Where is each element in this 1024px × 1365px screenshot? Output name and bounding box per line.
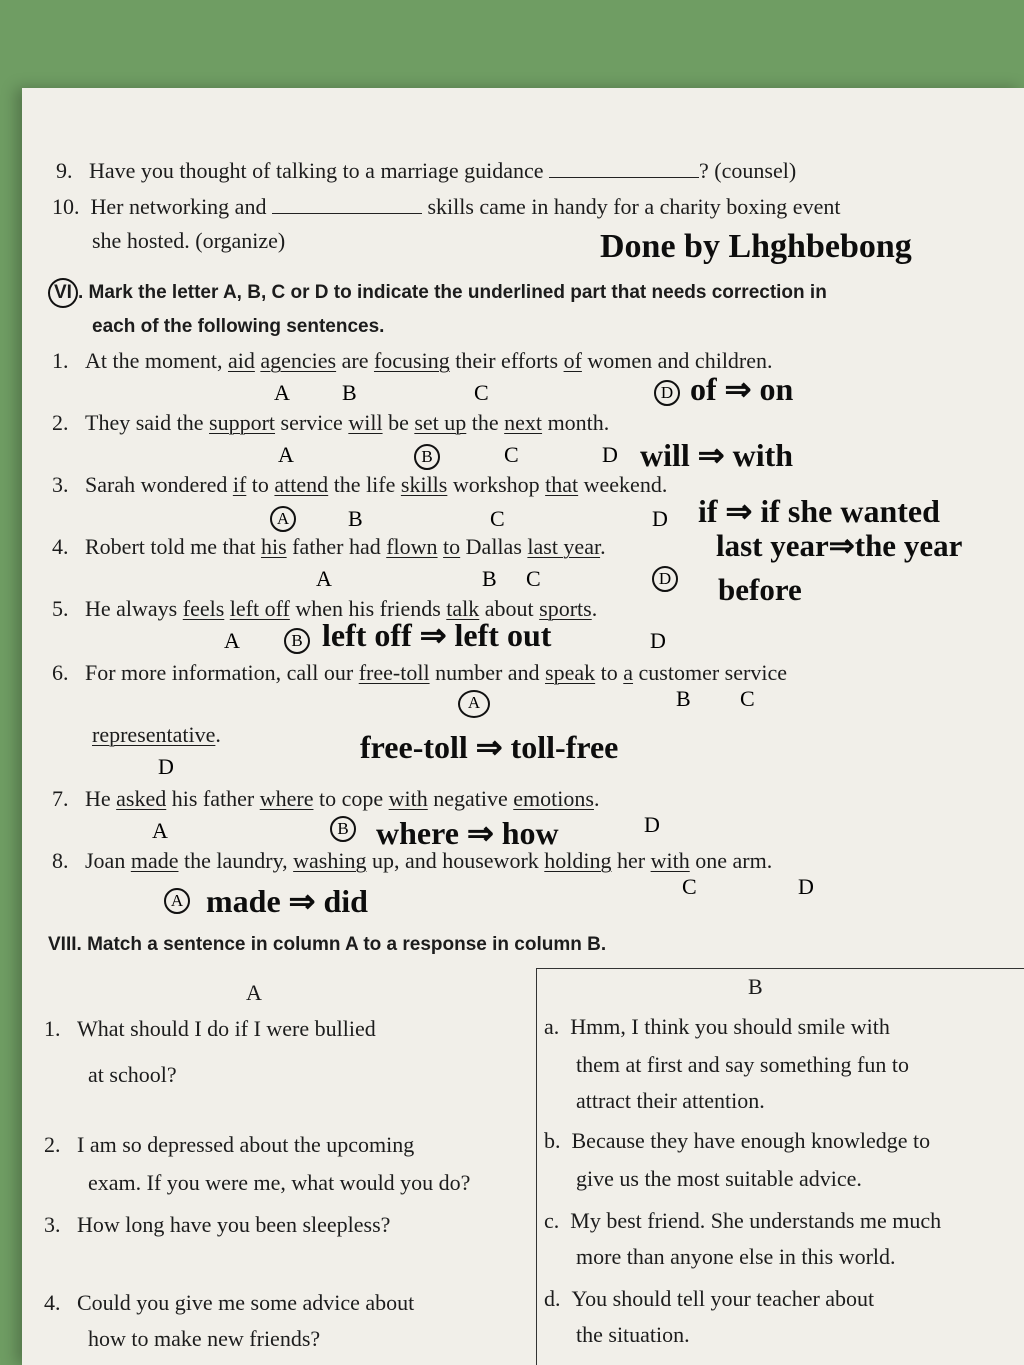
item-3-letter-c: C bbox=[490, 506, 505, 531]
item-4-correction-line2: before bbox=[718, 572, 802, 607]
item-3-sentence: 3. Sarah wondered if to attend the life skills workshop that weekend. bbox=[52, 472, 668, 497]
item-1-part-b[interactable]: agencies bbox=[260, 348, 337, 373]
item-2-sentence: 2. They said the support service will be set up the next month. bbox=[52, 410, 610, 435]
item-8-letter-c: C bbox=[682, 874, 697, 899]
textbook-page bbox=[22, 88, 1024, 1365]
item-3-part-a[interactable]: if bbox=[232, 472, 247, 497]
item-1-part-a[interactable]: aid bbox=[227, 348, 255, 373]
item-7-letter-d: D bbox=[644, 812, 660, 837]
item-4-letter-a: A bbox=[316, 566, 332, 591]
item-6-letter-c: C bbox=[740, 686, 755, 711]
item-6-line2: representative. bbox=[92, 722, 221, 747]
item-3-letter-b: B bbox=[348, 506, 363, 531]
item-5-sentence: 5. He always feels left off when his friends talk about sports. bbox=[52, 596, 598, 621]
column-b-top-rule bbox=[536, 968, 1024, 969]
item-6-correction: free-toll ⇒ toll-free bbox=[360, 729, 619, 765]
item-6-letter-b: B bbox=[676, 686, 691, 711]
item-4-sentence: 4. Robert told me that his father had flown to Dallas last year. bbox=[52, 534, 606, 559]
col-a-item-2-line2: exam. If you were me, what would you do? bbox=[88, 1170, 471, 1195]
col-a-item-4: 4. Could you give me some advice about bbox=[44, 1290, 415, 1315]
item-6-answer-circle: A bbox=[458, 688, 490, 718]
item-1-sentence: 1. At the moment, aid agencies are focusing their efforts of women and children. bbox=[52, 348, 773, 373]
q10-line2: she hosted. (organize) bbox=[92, 228, 286, 253]
col-a-item-1-line2: at school? bbox=[88, 1062, 177, 1087]
item-1-letter-a: A bbox=[274, 380, 290, 405]
item-5-part-b[interactable]: left off bbox=[229, 596, 290, 621]
item-4-part-d[interactable]: last year bbox=[527, 534, 601, 559]
col-a-item-2: 2. I am so depressed about the upcoming bbox=[44, 1132, 415, 1157]
q9-line bbox=[56, 158, 796, 184]
col-b-item-a: a. Hmm, I think you should smile with bbox=[544, 1014, 890, 1039]
item-7-correction: where ⇒ how bbox=[376, 815, 559, 851]
item-4-part-c[interactable]: to bbox=[443, 534, 461, 559]
item-8-part-c[interactable]: holding bbox=[544, 848, 612, 873]
item-7-part-a[interactable]: asked bbox=[116, 786, 167, 811]
item-2-part-c[interactable]: set up bbox=[414, 410, 467, 435]
item-2-part-b[interactable]: will bbox=[348, 410, 383, 435]
col-b-item-a-line3: attract their attention. bbox=[576, 1088, 765, 1113]
item-3-part-c[interactable]: skills bbox=[400, 472, 448, 497]
column-divider bbox=[536, 968, 537, 1365]
item-1-answer-circle: D bbox=[654, 378, 680, 406]
item-7-part-c[interactable]: with bbox=[388, 786, 428, 811]
item-4-answer-circle: D bbox=[652, 564, 678, 592]
column-b-header: B bbox=[748, 974, 763, 999]
item-6-letter-d: D bbox=[158, 754, 174, 779]
item-8-answer-circle: A bbox=[164, 886, 190, 914]
item-6-part-a[interactable]: free-toll bbox=[358, 660, 430, 685]
item-3-correction: if ⇒ if she wanted bbox=[698, 493, 940, 529]
item-5-letter-a: A bbox=[224, 628, 240, 653]
col-a-item-1: 1. What should I do if I were bullied bbox=[44, 1016, 376, 1041]
item-5-part-a[interactable]: feels bbox=[182, 596, 225, 621]
item-2-part-d[interactable]: next bbox=[504, 410, 543, 435]
item-3-part-d[interactable]: that bbox=[545, 472, 579, 497]
column-a-header: A bbox=[246, 980, 262, 1005]
col-a-item-3: 3. How long have you been sleepless? bbox=[44, 1212, 391, 1237]
item-4-part-a[interactable]: his bbox=[260, 534, 287, 559]
item-2-letter-d: D bbox=[602, 442, 618, 467]
section-7-instruction-2: each of the following sentences. bbox=[92, 316, 385, 337]
item-7-part-b[interactable]: where bbox=[259, 786, 314, 811]
item-6-part-d[interactable]: representative bbox=[92, 722, 216, 747]
item-6-sentence: 6. For more information, call our free-toll number and speak to a customer service bbox=[52, 660, 787, 685]
item-4-letter-b: B bbox=[482, 566, 497, 591]
item-7-sentence: 7. He asked his father where to cope with negative emotions. bbox=[52, 786, 600, 811]
item-8-part-b[interactable]: washing bbox=[293, 848, 367, 873]
item-8-part-a[interactable]: made bbox=[130, 848, 179, 873]
q9-text: Have you thought of talking to a marriage guidance bbox=[89, 158, 544, 183]
item-1-correction: of ⇒ on bbox=[690, 371, 794, 407]
section-7-number: VI bbox=[48, 278, 78, 308]
item-4-letter-c: C bbox=[526, 566, 541, 591]
item-1-part-c[interactable]: focusing bbox=[373, 348, 450, 373]
item-1-letter-b: B bbox=[342, 380, 357, 405]
item-6-part-b[interactable]: speak bbox=[545, 660, 596, 685]
col-a-item-4-line2: how to make new friends? bbox=[88, 1326, 321, 1351]
item-5-letter-d: D bbox=[650, 628, 666, 653]
item-7-letter-a: A bbox=[152, 818, 168, 843]
q9-hint: ? (counsel) bbox=[699, 158, 797, 183]
q10-text-b: skills came in handy for a charity boxing event bbox=[427, 194, 841, 219]
section-8-heading: VIII. Match a sentence in column A to a response in column B. bbox=[48, 934, 607, 955]
item-6-part-c[interactable]: a bbox=[623, 660, 634, 685]
item-5-part-c[interactable]: talk bbox=[446, 596, 480, 621]
item-2-letter-a: A bbox=[278, 442, 294, 467]
item-2-part-a[interactable]: support bbox=[209, 410, 276, 435]
item-2-answer-circle: B bbox=[414, 442, 440, 470]
item-1-part-d[interactable]: of bbox=[563, 348, 582, 373]
item-5-answer-circle: B bbox=[284, 626, 310, 654]
col-b-item-b: b. Because they have enough knowledge to bbox=[544, 1128, 931, 1153]
col-b-item-d-line2: the situation. bbox=[576, 1322, 690, 1347]
item-8-letter-d: D bbox=[798, 874, 814, 899]
q10-blank[interactable] bbox=[272, 213, 422, 214]
section-7-heading: VI . Mark the letter A, B, C or D to indicate the underlined part that needs correction in bbox=[48, 278, 827, 308]
col-b-item-d: d. You should tell your teacher about bbox=[544, 1286, 875, 1311]
item-3-part-b[interactable]: attend bbox=[274, 472, 329, 497]
item-2-letter-c: C bbox=[504, 442, 519, 467]
item-4-correction: last year⇒the year bbox=[716, 528, 963, 563]
item-7-answer-circle: B bbox=[330, 814, 356, 842]
item-8-correction: made ⇒ did bbox=[206, 883, 368, 919]
col-b-item-c-line2: more than anyone else in this world. bbox=[576, 1244, 896, 1269]
item-7-part-d[interactable]: emotions bbox=[513, 786, 594, 811]
item-8-part-d[interactable]: with bbox=[650, 848, 690, 873]
item-3-letter-d: D bbox=[652, 506, 668, 531]
col-b-item-b-line2: give us the most suitable advice. bbox=[576, 1166, 862, 1191]
handwritten-signature: Done by Lhghbebong bbox=[600, 228, 912, 265]
item-4-part-b[interactable]: flown bbox=[386, 534, 438, 559]
item-3-answer-circle: A bbox=[270, 504, 296, 532]
item-8-sentence: 8. Joan made the laundry, washing up, and housework holding her with one arm. bbox=[52, 848, 773, 873]
q10-text-a: Her networking and bbox=[90, 194, 267, 219]
col-b-item-a-line2: them at first and say something fun to bbox=[576, 1052, 909, 1077]
q9-number: 9. bbox=[56, 158, 73, 183]
col-b-item-c: c. My best friend. She understands me much bbox=[544, 1208, 942, 1233]
q9-blank[interactable] bbox=[549, 177, 699, 178]
section-7-instruction: Mark the letter A, B, C or D to indicate the underlined part that needs correction in bbox=[88, 282, 827, 303]
q10-line1 bbox=[52, 194, 840, 220]
item-5-part-d[interactable]: sports bbox=[539, 596, 592, 621]
item-2-correction: will ⇒ with bbox=[640, 437, 794, 473]
q10-number: 10. bbox=[52, 194, 80, 219]
item-5-correction: left off ⇒ left out bbox=[322, 617, 552, 653]
item-1-letter-c: C bbox=[474, 380, 489, 405]
